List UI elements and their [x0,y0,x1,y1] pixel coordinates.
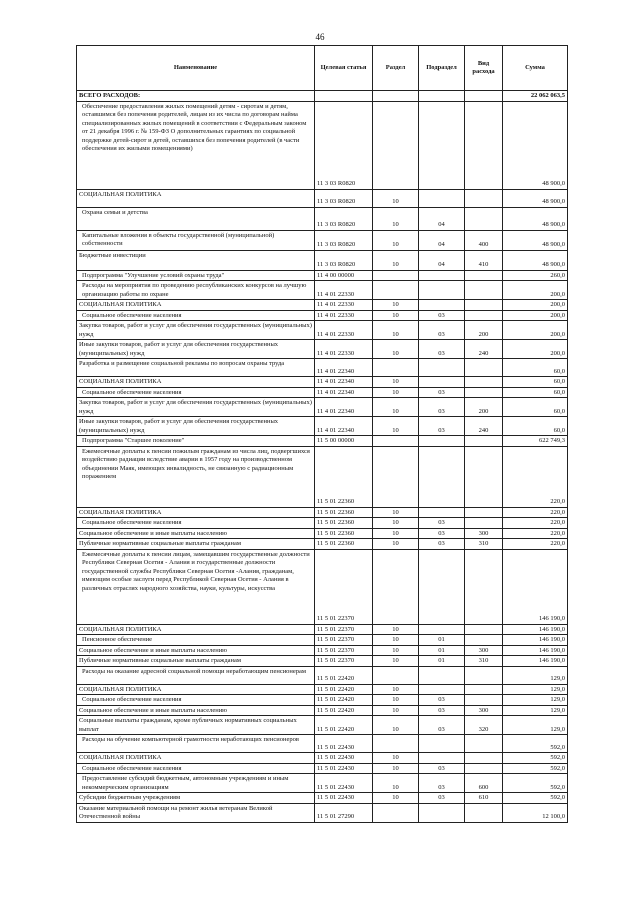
cell-target: 11 5 01 27290 [315,803,373,822]
cell-section: 10 [373,518,419,529]
cell-name: Пенсионное обеспечение [77,635,315,646]
cell-name: Обеспечение предоставления жилых помещений детям - сиротам и детям, оставшимся без попечения родителей, лицам из их числа по договорам найма специализированных жилых помещений в соответствии с Федеральным законом от 21 декабря 1996 г. № 159-ФЗ О дополнительных гарантиях по социальной поддержке детей-сирот и детей, оставшихся без попечения родителей (в части обеспечения их жилыми помещениями) [77,101,315,189]
table-row [77,436,568,447]
cell-name: Социальное обеспечение населения [77,310,315,321]
cell-subsection: 04 [419,230,465,250]
cell-subsection: 03 [419,528,465,539]
cell-target: 11 5 01 22420 [315,684,373,695]
cell-subsection [419,377,465,388]
cell-name: Закупка товаров, работ и услуг для обеспечения государственных (муниципальных) нужд [77,321,315,340]
cell-subsection: 04 [419,250,465,270]
cell-kind: 240 [465,340,503,359]
cell-section: 10 [373,705,419,716]
cell-subsection [419,300,465,311]
cell-subsection: 03 [419,695,465,706]
table-row [77,716,568,735]
cell-kind [465,101,503,189]
cell-kind [465,189,503,207]
cell-subsection: 03 [419,398,465,417]
table-row [77,735,568,753]
cell-name: ВСЕГО РАСХОДОВ: [77,91,315,102]
cell-sum: 60,0 [503,417,568,436]
cell-kind: 400 [465,230,503,250]
cell-name: Социальное обеспечение и иные выплаты населению [77,528,315,539]
cell-target: 11 5 01 22370 [315,645,373,656]
cell-sum: 220,0 [503,446,568,507]
cell-sum: 60,0 [503,377,568,388]
cell-kind [465,281,503,300]
cell-sum: 146 190,0 [503,624,568,635]
cell-target: 11 4 01 22330 [315,310,373,321]
cell-target: 11 4 01 22340 [315,398,373,417]
cell-kind [465,91,503,102]
cell-target: 11 4 01 22330 [315,300,373,311]
cell-subsection [419,753,465,764]
cell-target: 11 3 03 R0820 [315,250,373,270]
table-row [77,774,568,793]
cell-name: СОЦИАЛЬНАЯ ПОЛИТИКА [77,300,315,311]
table-row [77,101,568,189]
table-row [77,518,568,529]
cell-kind: 310 [465,656,503,667]
cell-target: 11 5 00 00000 [315,436,373,447]
cell-subsection: 01 [419,656,465,667]
cell-sum: 200,0 [503,321,568,340]
cell-subsection [419,684,465,695]
cell-target: 11 5 01 22360 [315,446,373,507]
cell-name: Иные закупки товаров, работ и услуг для обеспечения государственных (муниципальных) нужд [77,340,315,359]
cell-kind [465,803,503,822]
table-row [77,528,568,539]
cell-kind [465,446,503,507]
cell-sum: 48 900,0 [503,207,568,230]
table-row [77,684,568,695]
cell-kind [465,507,503,518]
cell-target: 11 5 01 22420 [315,705,373,716]
cell-section [373,101,419,189]
cell-subsection [419,624,465,635]
cell-name: Иные закупки товаров, работ и услуг для обеспечения государственных (муниципальных) нужд [77,417,315,436]
cell-subsection: 03 [419,793,465,804]
table-row [77,340,568,359]
cell-target: 11 5 01 22360 [315,507,373,518]
cell-kind: 320 [465,716,503,735]
table-row [77,359,568,377]
cell-section: 10 [373,539,419,550]
cell-section: 10 [373,684,419,695]
cell-section [373,735,419,753]
cell-section: 10 [373,321,419,340]
cell-name: Социальное обеспечение и иные выплаты населению [77,705,315,716]
table-row [77,763,568,774]
cell-section: 10 [373,763,419,774]
cell-target: 11 5 01 22420 [315,695,373,706]
cell-kind [465,436,503,447]
cell-section: 10 [373,624,419,635]
cell-kind [465,753,503,764]
cell-sum: 200,0 [503,281,568,300]
column-header-kind: Вид расхода [465,46,503,91]
cell-section: 10 [373,716,419,735]
cell-sum: 622 749,3 [503,436,568,447]
cell-target: 11 4 01 22330 [315,321,373,340]
cell-subsection [419,270,465,281]
cell-name: Публичные нормативные социальные выплаты гражданам [77,539,315,550]
cell-subsection: 03 [419,716,465,735]
cell-sum: 200,0 [503,340,568,359]
table-row [77,666,568,684]
cell-subsection [419,507,465,518]
cell-subsection: 01 [419,645,465,656]
table-row [77,91,568,102]
cell-section [373,446,419,507]
budget-table [76,45,568,823]
cell-target: 11 4 01 22330 [315,281,373,300]
cell-target: 11 4 01 22340 [315,377,373,388]
cell-sum: 60,0 [503,359,568,377]
cell-target: 11 3 03 R0820 [315,230,373,250]
table-row [77,635,568,646]
cell-target: 11 5 01 22430 [315,793,373,804]
cell-target: 11 3 03 R0820 [315,189,373,207]
cell-name: Социальное обеспечение населения [77,763,315,774]
table-row [77,270,568,281]
cell-subsection: 03 [419,774,465,793]
cell-section [373,270,419,281]
cell-kind [465,635,503,646]
cell-sum: 592,0 [503,753,568,764]
cell-target: 11 5 01 22360 [315,518,373,529]
cell-sum: 592,0 [503,735,568,753]
cell-target: 11 5 01 22370 [315,624,373,635]
cell-target: 11 5 01 22430 [315,774,373,793]
cell-name: Публичные нормативные социальные выплаты гражданам [77,656,315,667]
cell-kind: 610 [465,793,503,804]
cell-name: Разработка и размещение социальной рекламы по вопросам охраны труда [77,359,315,377]
cell-kind: 300 [465,705,503,716]
cell-kind: 200 [465,398,503,417]
cell-target: 11 5 01 22420 [315,666,373,684]
table-row [77,446,568,507]
cell-kind [465,549,503,624]
cell-name: СОЦИАЛЬНАЯ ПОЛИТИКА [77,624,315,635]
cell-subsection [419,101,465,189]
cell-section: 10 [373,656,419,667]
cell-kind: 600 [465,774,503,793]
cell-subsection: 03 [419,321,465,340]
cell-section: 10 [373,189,419,207]
cell-name: Закупка товаров, работ и услуг для обеспечения государственных (муниципальных) нужд [77,398,315,417]
cell-subsection [419,189,465,207]
cell-sum: 146 190,0 [503,635,568,646]
cell-target: 11 5 01 22360 [315,528,373,539]
cell-subsection: 03 [419,310,465,321]
cell-kind: 200 [465,321,503,340]
cell-target: 11 3 03 R0820 [315,101,373,189]
cell-name: Расходы на обучение компьютерной грамотности неработающих пенсионеров [77,735,315,753]
cell-sum: 200,0 [503,300,568,311]
cell-section: 10 [373,340,419,359]
table-row [77,539,568,550]
cell-section: 10 [373,300,419,311]
cell-target: 11 5 01 22430 [315,753,373,764]
cell-kind [465,310,503,321]
cell-sum: 129,0 [503,695,568,706]
table-row [77,549,568,624]
cell-kind [465,207,503,230]
cell-sum: 146 190,0 [503,645,568,656]
table-row [77,230,568,250]
table-row [77,417,568,436]
column-header-section: Раздел [373,46,419,91]
cell-sum: 146 190,0 [503,656,568,667]
cell-name: СОЦИАЛЬНАЯ ПОЛИТИКА [77,377,315,388]
cell-sum: 592,0 [503,763,568,774]
cell-subsection: 03 [419,417,465,436]
cell-subsection: 03 [419,340,465,359]
cell-target: 11 4 01 22340 [315,387,373,398]
cell-section [373,281,419,300]
cell-kind [465,518,503,529]
cell-section [373,549,419,624]
cell-section: 10 [373,230,419,250]
cell-sum: 200,0 [503,310,568,321]
table-row [77,753,568,764]
cell-target: 11 4 01 22340 [315,417,373,436]
cell-section: 10 [373,793,419,804]
cell-name: Предоставление субсидий бюджетным, автономным учреждениям и иным некоммерческим организациям [77,774,315,793]
table-row [77,300,568,311]
cell-target: 11 3 03 R0820 [315,207,373,230]
cell-target: 11 5 01 22370 [315,635,373,646]
cell-section: 10 [373,507,419,518]
cell-sum: 146 190,0 [503,549,568,624]
cell-subsection [419,549,465,624]
cell-section: 10 [373,635,419,646]
cell-sum: 48 900,0 [503,101,568,189]
cell-target: 11 4 00 00000 [315,270,373,281]
cell-subsection: 04 [419,207,465,230]
cell-sum: 60,0 [503,398,568,417]
cell-name: Оказание материальной помощи на ремонт жилья ветеранам Великой Отечественной войны [77,803,315,822]
table-row [77,507,568,518]
cell-sum: 60,0 [503,387,568,398]
cell-sum: 48 900,0 [503,189,568,207]
cell-name: Подпрограмма "Улучшение условий охраны труда" [77,270,315,281]
cell-subsection: 01 [419,635,465,646]
table-row [77,656,568,667]
column-header-name: Наименование [77,46,315,91]
cell-name: Расходы на мероприятия по проведению республиканских конкурсов на лучшую организацию работы по охране [77,281,315,300]
column-header-subsection: Подраздел [419,46,465,91]
cell-section: 10 [373,387,419,398]
cell-section [373,666,419,684]
cell-section: 10 [373,417,419,436]
cell-name: Социальное обеспечение и иные выплаты населению [77,645,315,656]
cell-kind [465,387,503,398]
table-row [77,705,568,716]
table-row [77,803,568,822]
cell-target: 11 4 01 22340 [315,359,373,377]
table-body [77,91,568,823]
cell-sum: 220,0 [503,518,568,529]
cell-sum: 22 062 063,5 [503,91,568,102]
cell-name: Субсидии бюджетным учреждениям [77,793,315,804]
cell-section: 10 [373,398,419,417]
cell-target: 11 5 01 22360 [315,539,373,550]
cell-section: 10 [373,310,419,321]
column-header-target: Целевая статья [315,46,373,91]
cell-section: 10 [373,377,419,388]
cell-sum: 220,0 [503,528,568,539]
cell-name: Социальные выплаты гражданам, кроме публичных нормативных социальных выплат [77,716,315,735]
cell-name: Подпрограмма "Старшее поколение" [77,436,315,447]
cell-subsection [419,359,465,377]
cell-kind: 300 [465,528,503,539]
table-row [77,189,568,207]
cell-subsection: 03 [419,705,465,716]
cell-sum: 592,0 [503,793,568,804]
table-row [77,793,568,804]
cell-kind [465,735,503,753]
cell-subsection: 03 [419,539,465,550]
cell-name: СОЦИАЛЬНАЯ ПОЛИТИКА [77,753,315,764]
cell-name: СОЦИАЛЬНАЯ ПОЛИТИКА [77,507,315,518]
cell-sum: 220,0 [503,507,568,518]
table-row [77,645,568,656]
cell-section [373,436,419,447]
cell-kind [465,684,503,695]
cell-kind [465,624,503,635]
cell-target: 11 5 01 22370 [315,549,373,624]
table-row [77,281,568,300]
table-row [77,250,568,270]
cell-subsection: 03 [419,387,465,398]
table-row [77,398,568,417]
cell-subsection [419,666,465,684]
cell-section: 10 [373,528,419,539]
cell-kind: 410 [465,250,503,270]
cell-kind [465,377,503,388]
cell-kind [465,763,503,774]
cell-name: Социальное обеспечение населения [77,387,315,398]
cell-target: 11 5 01 22370 [315,656,373,667]
cell-name: Социальное обеспечение населения [77,695,315,706]
cell-section: 10 [373,774,419,793]
table-row [77,695,568,706]
cell-sum: 129,0 [503,666,568,684]
cell-kind [465,695,503,706]
cell-section: 10 [373,250,419,270]
cell-section: 10 [373,753,419,764]
table-row [77,377,568,388]
cell-sum: 48 900,0 [503,250,568,270]
cell-subsection: 03 [419,518,465,529]
cell-subsection [419,735,465,753]
cell-sum: 220,0 [503,539,568,550]
cell-target [315,91,373,102]
column-header-sum: Сумма [503,46,568,91]
cell-sum: 129,0 [503,705,568,716]
cell-subsection [419,436,465,447]
cell-name: Ежемесячные доплаты к пенсии лицам, замещавшим государственные должности Республики Северная Осетия - Алания и государственные должности государственной службы Республики Северная Осетия -Алания, гражданам, имеющим особые заслуги перед Республикой Северная Осетия - Алания в различных отраслях народного хозяйства, науки, культуры, искусства [77,549,315,624]
cell-section [373,359,419,377]
cell-section [373,91,419,102]
cell-kind: 240 [465,417,503,436]
page-number: 46 [315,32,325,42]
cell-section: 10 [373,695,419,706]
cell-name: Расходы на оказание адресной социальной помощи неработающим пенсионерам [77,666,315,684]
cell-sum: 260,0 [503,270,568,281]
cell-subsection [419,446,465,507]
cell-name: Социальное обеспечение населения [77,518,315,529]
cell-sum: 129,0 [503,684,568,695]
cell-section: 10 [373,207,419,230]
cell-kind: 300 [465,645,503,656]
cell-kind [465,359,503,377]
cell-name: СОЦИАЛЬНАЯ ПОЛИТИКА [77,189,315,207]
cell-subsection [419,91,465,102]
cell-subsection [419,803,465,822]
table-row [77,207,568,230]
cell-target: 11 5 01 22420 [315,716,373,735]
cell-sum: 12 100,0 [503,803,568,822]
cell-name: Бюджетные инвестиции [77,250,315,270]
cell-sum: 592,0 [503,774,568,793]
cell-kind [465,666,503,684]
cell-target: 11 5 01 22430 [315,763,373,774]
cell-name: СОЦИАЛЬНАЯ ПОЛИТИКА [77,684,315,695]
cell-section: 10 [373,645,419,656]
table-row [77,624,568,635]
cell-subsection [419,281,465,300]
cell-sum: 48 900,0 [503,230,568,250]
cell-sum: 129,0 [503,716,568,735]
table-row [77,310,568,321]
table-header-row [77,46,568,91]
cell-name: Охрана семьи и детства [77,207,315,230]
cell-section [373,803,419,822]
cell-kind [465,300,503,311]
cell-target: 11 4 01 22330 [315,340,373,359]
cell-name: Ежемесячные доплаты к пенсии пожилым гражданам из числа лиц, подвергшихся воздействию радиации вследствие аварии в 1957 году на производственном объединении Маяк, имеющих инвалидность, не связанную с радиационным поражением [77,446,315,507]
cell-kind [465,270,503,281]
cell-subsection: 03 [419,763,465,774]
table-row [77,321,568,340]
cell-kind: 310 [465,539,503,550]
cell-name: Капитальные вложения в объекты государственной (муниципальной) собственности [77,230,315,250]
table-row [77,387,568,398]
cell-target: 11 5 01 22430 [315,735,373,753]
